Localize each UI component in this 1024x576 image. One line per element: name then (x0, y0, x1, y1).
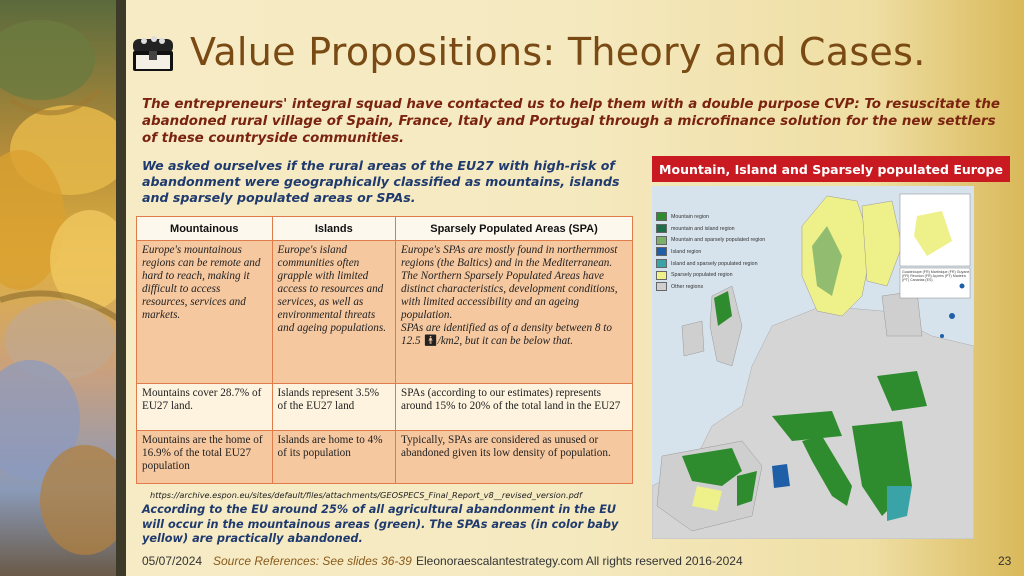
header-mountainous: Mountainous (137, 217, 273, 241)
header-spa: Sparsely Populated Areas (SPA) (396, 217, 633, 241)
legend-swatch (656, 259, 667, 268)
table-row (137, 241, 633, 384)
table-row (137, 384, 633, 431)
intro-paragraph: The entrepreneurs' integral squad have contacted us to help them with a double purpose CVP: To resuscitate the abandoned rural village of Spain, France, Italy and Portugal through a microfinance solution for the new settlers of these countryside communities. (142, 97, 1000, 146)
page-title: Value Propositions: Theory and Cases. (190, 30, 926, 74)
header-islands: Islands (272, 217, 395, 241)
map-title: Mountain, Island and Sparsely populated Europe (652, 156, 1010, 182)
table-cell: Islands represent 3.5% of the EU27 land (272, 384, 395, 431)
spa-density-prefix: SPAs are identified as of a density between 8 to 12.5 (401, 322, 612, 347)
table-header-row (137, 217, 633, 241)
decorative-flower-painting (0, 0, 120, 576)
table-cell: Typically, SPAs are considered as unused or abandoned given its low density of population. (396, 431, 633, 484)
legend-item: mountain and island region (656, 223, 776, 235)
question-paragraph: We asked ourselves if the rural areas of the EU27 with high-risk of abandonment were geographically classified as mountains, islands and sparsely populated areas or SPAs. (142, 158, 620, 205)
table-cell: Islands are home to 4% of its population (272, 431, 395, 484)
footer-date: 05/07/2024 (142, 554, 203, 568)
title-row (130, 28, 1010, 76)
divider-bar (116, 0, 126, 576)
legend-swatch (656, 224, 667, 233)
page-number: 23 (998, 554, 1012, 568)
table-cell (396, 241, 633, 384)
map-legend (656, 211, 776, 293)
footer-copyright: Eleonoraescalantestrategy.com All rights reserved 2016-2024 (416, 554, 743, 568)
table-cell: Mountains cover 28.7% of EU27 land. (137, 384, 273, 431)
legend-item: Mountain region (656, 211, 776, 223)
reference-link[interactable]: https://archive.espon.eu/sites/default/files/attachments/GEOSPECS_Final_Report_v8__revised_version.pdf (150, 490, 582, 500)
legend-swatch (656, 282, 667, 291)
spa-description: Europe's SPAs are mostly found in northernmost regions (the Baltics) and in the Mediterranean. The Northern Sparsely Populated Areas have distinct characteristics, development conditions, with limited accessibility and an ageing population. (401, 244, 618, 321)
europe-map (652, 186, 974, 539)
map-inset-labels: Guadeloupe (FR) Martinique (FR) Guyane (FR) Réunion (FR) Açores (PT) Madeira (PT) Canarias (ES) (902, 270, 970, 282)
legend-swatch (656, 271, 667, 280)
legend-item: Mountain and sparsely populated region (656, 234, 776, 246)
legend-item: Sparsely populated region (656, 269, 776, 281)
legend-swatch (656, 247, 667, 256)
person-icon: 🚹︎ (423, 335, 438, 347)
table-cell: Europe's mountainous regions can be remote and hard to reach, making it difficult to access resources, services and markets. (137, 241, 273, 384)
table-cell: SPAs (according to our estimates) represents around 15% to 20% of the total land in the EU27 (396, 384, 633, 431)
table-row (137, 431, 633, 484)
legend-swatch (656, 212, 667, 221)
footer-source-references: Source References: See slides 36-39 (213, 554, 412, 568)
legend-swatch (656, 236, 667, 245)
conclusion-paragraph: According to the EU around 25% of all agricultural abandonment in the EU will occur in the mountainous areas (green). The SPAs areas (in color baby yellow) are practically abandoned. (142, 503, 619, 545)
table-cell: Mountains are the home of 16.9% of the total EU27 population (137, 431, 273, 484)
legend-item: Island region (656, 246, 776, 258)
legend-item: Island and sparsely populated region (656, 258, 776, 270)
table-cell: Europe's island communities often grapple with limited access to resources and services, as well as environmental threats and ageing populations. (272, 241, 395, 384)
treasure-chest-icon (130, 29, 176, 75)
regions-table (136, 216, 633, 484)
spa-density-suffix: /km2, but it can be below that. (437, 335, 574, 347)
legend-item: Other regions (656, 281, 776, 293)
